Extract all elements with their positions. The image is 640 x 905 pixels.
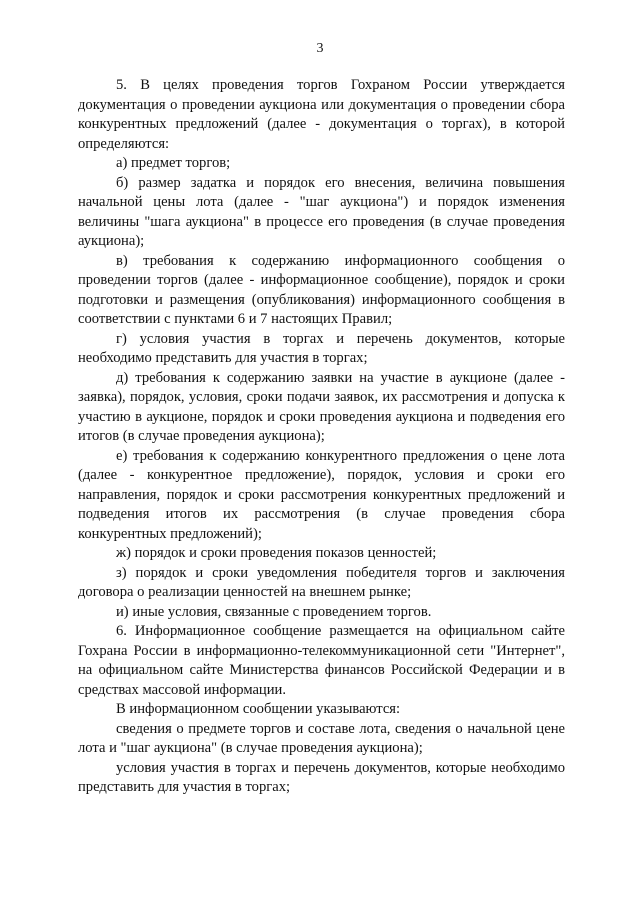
page-number: 3	[316, 41, 324, 56]
paragraph-item-e: е) требования к содержанию конкурентного предложения о цене лота (далее - конкурентное предложение), порядок, условия и сроки его направления, порядок и сроки рассмотрения конкурентных предложений и подведения итогов их рассмотрения (в случае проведения сбора конкурентных предложений);	[78, 447, 565, 542]
paragraph-info-conditions: условия участия в торгах и перечень документов, которые необходимо представить для участия в торгах;	[78, 759, 565, 795]
paragraph-item-d: д) требования к содержанию заявки на участие в аукционе (далее - заявка), порядок, условия, сроки подачи заявок, их рассмотрения и допуска к участию в аукционе, порядок и сроки проведения аукциона и подведения его итогов (в случае проведения аукциона);	[78, 369, 565, 444]
paragraph-item-b: б) размер задатка и порядок его внесения, величина повышения начальной цены лота (далее - "шаг аукциона") и порядок изменения величины "шага аукциона" в процессе его проведения (в случае проведения аукциона);	[78, 174, 565, 249]
paragraph-item-zh: ж) порядок и сроки проведения показов ценностей;	[116, 545, 437, 561]
paragraph-5: 5. В целях проведения торгов Гохраном России утверждается документация о проведении аукциона или документация о проведении сбора конкурентных предложений (далее - документация о торгах), в которой определяются:	[78, 77, 565, 152]
paragraph-item-z: з) порядок и сроки уведомления победителя торгов и заключения договора о реализации ценностей на внешнем рынке;	[78, 564, 565, 600]
paragraph-item-a: а) предмет торгов;	[116, 155, 231, 171]
paragraph-item-v: в) требования к содержанию информационного сообщения о проведении торгов (далее - информационное сообщение), порядок и сроки подготовки и размещения (опубликования) информационного сообщения в соответствии с пунктами 6 и 7 настоящих Правил;	[78, 252, 565, 327]
paragraph-info-lot: сведения о предмете торгов и составе лота, сведения о начальной цене лота и "шаг аукциона" (в случае проведения аукциона);	[78, 720, 565, 756]
document-body	[78, 76, 565, 798]
paragraph-info-intro: В информационном сообщении указываются:	[116, 701, 401, 717]
paragraph-item-i: и) иные условия, связанные с проведением торгов.	[116, 603, 432, 620]
paragraph-6: 6. Информационное сообщение размещается на официальном сайте Гохрана России в информационно-телекоммуникационной сети "Интернет", на официальном сайте Министерства финансов Российской Федерации и в средствах массовой информации.	[78, 623, 565, 698]
paragraph-item-g: г) условия участия в торгах и перечень документов, которые необходимо представить для участия в торгах;	[78, 330, 565, 366]
